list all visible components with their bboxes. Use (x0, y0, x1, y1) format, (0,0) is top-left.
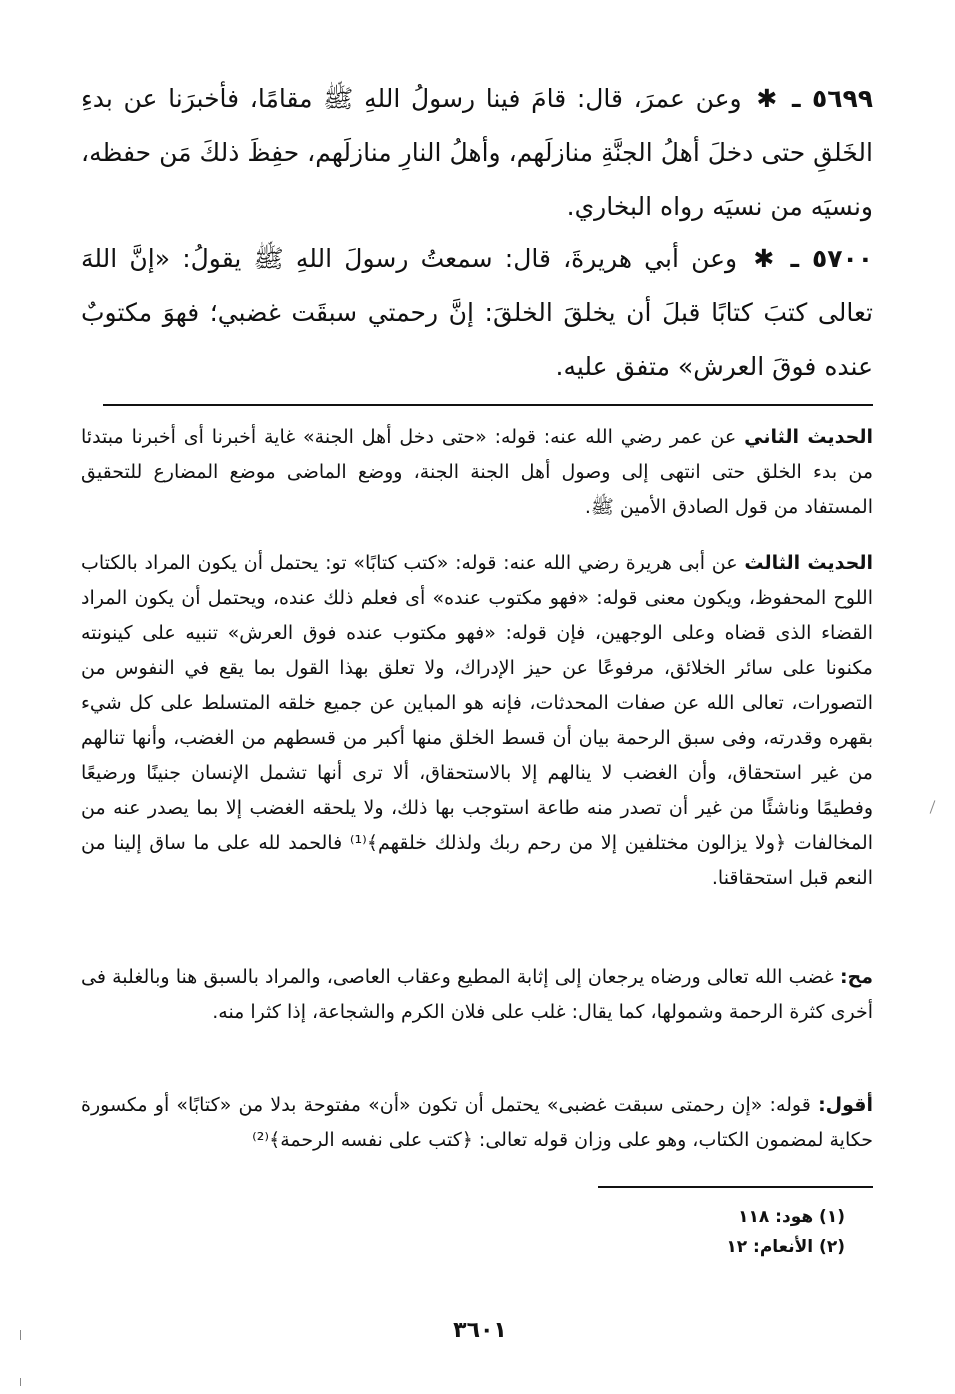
star-icon: ✱ (753, 244, 775, 273)
commentary-text: قوله: «إن رحمتى سبقت غضبى» يحتمل أن تكون «أن» مفتوحة بدلا من «كتابًا» أو مكسورة حكاية لمضمون الكتاب، وهو على وزان قوله تعالى: ﴿كتب على نفسه الرحمة﴾⁽²⁾ (81, 1094, 873, 1151)
commentary-text: غضب الله تعالى ورضاه يرجعان إلى إثابة المطيع وعقاب العاصى، والمراد بالسبق هنا وبالغلبة فى أخرى كثرة الرحمة وشمولها، كما يقال: غلب على فلان الكرم والشجاعة، إذا كثرا منه. (81, 966, 873, 1023)
hadith-number: ٥٧٠٠ ـ (790, 244, 873, 273)
commentary-text: عن أبى هريرة رضي الله عنه: قوله: «كتب كتابًا» تو: يحتمل أن يكون المراد بالكتاب اللوح المحفوظ، ويكون معنى قوله: «فهو مكتوب عنده» أى فعلم ذلك عنده، ويحتمل أن يكون المراد القضاء الذى قضاه وعلى الوجهين، فإن قوله: «فهو مكتوب عنده فوق العرش» تنبيه على كينونته مكنونا على سائر الخلائق، مرفوعًا عن حيز الإدراك، ولا تعلق بهذا القول بما يقع في النفوس من التصورات، تعالى الله عن صفات المحدثات، فإنه هو المباين عن جميع خلقه المتسلط على كل شيء بقهره وقدرته، وفى سبق الرحمة بيان أن قسط الخلق منها أكبر من قسطهم من الغضب، وأنها تنالهم من غير استحقاق، وأن الغضب لا ينالهم إلا بالاستحقاق، ألا ترى أنها تشمل الإنسان جنينًا ورضيعًا وفطيمًا وناشئًا من غير أن تصدر منه طاعة استوجب بها ذلك، ولا يلحقه الغضب إلا بما يصدر عنه من المخالفات ﴿ولا يزالون مختلفين إلا من رحم ربك ولذلك خلقهم﴾⁽¹⁾ فالحمد لله على ما ساق إلينا من النعم قبل استحقاقنا. (81, 552, 874, 889)
footnote: (٢) الأنعام: ١٢ (726, 1237, 845, 1257)
commentary-lead: مح: (839, 966, 873, 988)
footnote-divider (598, 1186, 873, 1188)
hadith-5699 (81, 72, 873, 234)
star-icon: ✱ (756, 84, 778, 113)
commentary-lead: أقول: (818, 1094, 874, 1116)
commentary-paragraph (81, 420, 873, 525)
margin-mark (930, 800, 936, 813)
footnote: (١) هود: ١١٨ (738, 1207, 845, 1227)
margin-mark (20, 1378, 21, 1386)
hadith-text: وعن عمرَ، قال: قامَ فينا رسولُ اللهِ ﷺ مقامًا، فأخبرَنا عن بدءِ الخَلقِ حتى دخلَ أهلُ الجنَّةِ منازلَهم، وأهلُ النارِ منازلَهم، حفِظَ ذلكَ مَن حفظه، ونسيَه من نسيَه رواه البخاري. (81, 84, 873, 221)
commentary-text: عن عمر رضي الله عنه: قوله: «حتى دخل أهل الجنة» غاية أخبرنا أى أخبرنا مبتدئا من بدء الخلق حتى انتهى إلى وصول أهل الجنة الجنة، ووضع الماضى موضع المضارع للتحقيق المستفاد من قول الصادق الأمين ﷺ. (81, 426, 873, 518)
commentary-lead: الحديث الثالث (744, 552, 873, 574)
commentary-lead: الحديث الثاني (744, 426, 873, 448)
margin-mark (20, 1330, 21, 1340)
hadith-number: ٥٦٩٩ ـ (791, 84, 873, 113)
page-number: ٣٦٠١ (453, 1318, 507, 1343)
hadith-text: وعن أبي هريرةَ، قال: سمعتُ رسولَ اللهِ ﷺ يقولُ: «إنَّ اللهَ تعالى كتبَ كتابًا قبلَ أن يخلقَ الخلقَ: إنَّ رحمتي سبقَت غضبي؛ فهوَ مكتوبٌ عنده فوقَ العرش» متفق عليه. (81, 244, 873, 381)
hadith-5700 (81, 232, 873, 394)
commentary-paragraph (81, 960, 873, 1030)
commentary-paragraph (81, 1088, 873, 1158)
section-divider (103, 404, 873, 406)
commentary-paragraph (81, 546, 873, 896)
